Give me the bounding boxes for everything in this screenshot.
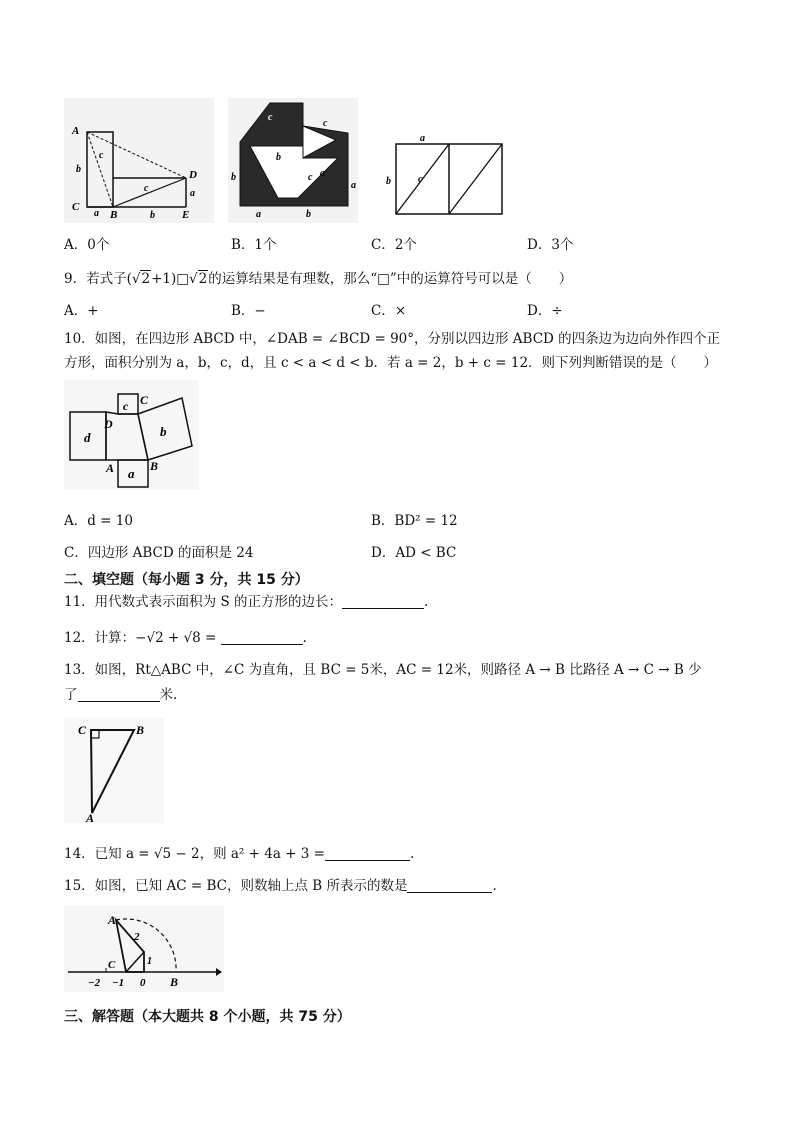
q13-line-1: 13．如图，Rt△ABC 中，∠C 为直角，且 BC = 5米，AC = 12米，则路径 A → B 比路径 A → C → B 少 — [64, 662, 702, 678]
q11-question: 11．用代数式表示面积为 S 的正方形的边长： . — [64, 594, 429, 610]
section-2-heading: 二、填空题（每小题 3 分，共 15 分） — [64, 572, 309, 588]
label-C: C — [72, 201, 80, 213]
svg-text:b: b — [76, 164, 81, 175]
svg-text:C: C — [140, 393, 149, 407]
q8-option-a: A．0个 — [64, 237, 110, 253]
svg-text:c: c — [99, 150, 104, 161]
q11-answer-blank[interactable] — [342, 594, 424, 609]
q12-question: 12．计算：−√2 + √8 = . — [64, 630, 307, 646]
q15-answer-blank[interactable] — [407, 878, 492, 893]
svg-text:−2: −2 — [88, 977, 101, 989]
section-3-heading: 三、解答题（本大题共 8 个小题，共 75 分） — [64, 1009, 351, 1025]
q9-option-a: A．+ — [64, 303, 99, 319]
q8-figure-2 — [228, 98, 358, 223]
svg-text:B: B — [136, 723, 145, 737]
svg-text:d: d — [84, 430, 91, 445]
svg-text:B: B — [150, 459, 159, 473]
q13-figure — [64, 718, 164, 823]
svg-text:c: c — [308, 172, 313, 183]
q8-option-b: B．1个 — [231, 237, 277, 253]
q13-line-2: 了 米. — [64, 687, 178, 703]
q9-option-b: B．− — [231, 303, 266, 319]
svg-text:a: a — [94, 208, 99, 219]
svg-text:a: a — [320, 168, 325, 179]
q10-figure — [64, 380, 199, 490]
svg-text:1: 1 — [147, 956, 152, 967]
q9-option-d: D．÷ — [527, 303, 563, 319]
q8-option-c: C．2个 — [371, 237, 417, 253]
q8-option-d: D．3个 — [527, 237, 574, 253]
svg-text:b: b — [231, 172, 236, 183]
svg-text:a: a — [420, 133, 425, 144]
svg-text:c: c — [123, 399, 129, 413]
q10-option-a: A．d = 10 — [64, 513, 133, 529]
svg-text:b: b — [160, 424, 167, 439]
svg-text:b: b — [150, 210, 155, 221]
q10-option-c: C．四边形 ABCD 的面积是 24 — [64, 545, 254, 561]
q10-line-1: 10．如图，在四边形 ABCD 中，∠DAB = ∠BCD = 90°，分别以四边形 ABCD 的四条边为边向外作四个正 — [64, 331, 721, 347]
svg-text:c: c — [268, 112, 273, 123]
q10-line-2: 方形，面积分别为 a，b，c，d，且 c < a < d < b．若 a = 2，b + c = 12．则下列判断错误的是（ ） — [64, 355, 718, 371]
q13-answer-blank[interactable] — [78, 687, 160, 702]
q9-question: 9．若式子(√2+1)□√2的运算结果是有理数，那么“□”中的运算符号可以是（ ） — [64, 271, 573, 287]
svg-text:a: a — [190, 188, 195, 199]
svg-text:a: a — [256, 209, 261, 220]
q14-question: 14．已知 a = √5 − 2，则 a² + 4a + 3 = . — [64, 846, 415, 862]
label-D: D — [189, 169, 197, 181]
q10-option-b: B．BD² = 12 — [371, 513, 458, 529]
q9-option-c: C．× — [371, 303, 407, 319]
svg-text:c: c — [323, 118, 328, 129]
svg-text:A: A — [86, 811, 95, 823]
svg-text:B: B — [170, 975, 179, 989]
q12-answer-blank[interactable] — [221, 630, 303, 645]
svg-text:b: b — [386, 176, 391, 187]
q14-answer-blank[interactable] — [325, 846, 410, 861]
svg-text:2: 2 — [134, 931, 140, 943]
q8-figure-1 — [64, 98, 214, 223]
svg-text:b: b — [276, 152, 281, 163]
label-B: B — [110, 209, 118, 221]
q8-figure-3 — [380, 130, 505, 220]
svg-text:0: 0 — [140, 977, 146, 989]
svg-text:c: c — [144, 183, 149, 194]
svg-text:−1: −1 — [112, 977, 125, 989]
svg-text:b: b — [306, 209, 311, 220]
svg-text:D: D — [104, 417, 113, 431]
svg-text:A: A — [108, 913, 117, 927]
svg-text:a: a — [128, 466, 135, 481]
q15-question: 15．如图，已知 AC = BC，则数轴上点 B 所表示的数是 . — [64, 878, 497, 894]
q15-figure — [64, 906, 224, 992]
q10-option-d: D．AD < BC — [371, 545, 457, 561]
svg-text:A: A — [106, 461, 115, 475]
label-A: A — [72, 125, 80, 137]
label-E: E — [182, 209, 190, 221]
svg-text:c: c — [418, 174, 423, 185]
svg-text:C: C — [78, 723, 87, 737]
svg-text:C: C — [108, 959, 116, 971]
svg-text:a: a — [351, 180, 356, 191]
